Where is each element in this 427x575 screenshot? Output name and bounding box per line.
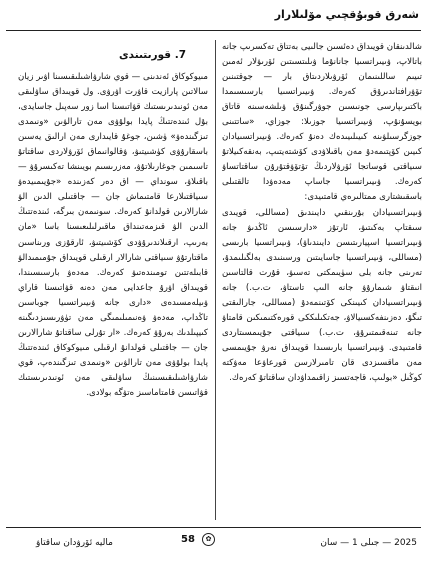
journal-name: ماليە ئۆرۋدان ساقتاۋ bbox=[36, 538, 113, 548]
page-header bbox=[6, 4, 421, 31]
body-paragraph: شالدىنقان قويىداق دەئسىن جالىيى بەتتاق تەكسرىپ جانە باتالاپ، ۋىيىراتسىيا جانانۇما ۋىلىتسىتىن ئۆرىۋلار ئەمىن تىيىم ساللىنىمان ئۆرۋىلاردىتاق بار — جوقتىنىن تۆۋرافتاندىرۇق كەرەك. ۋىيىراتسىيا بارسىسىمدا باكتىرىپارسى جونىسىن جوۋرگىنۇق ۋىلشەسىنە قاتاق بويسۇنۇپ، ۋىيىراتسىيا جوزىلا: جوزاي، «ساتتىنى جوزگرسىلۋىنە كىيىلىيىدەك دەنۇ كەرەك. ۋىيىراتسىيادان كىيىن كۆپتىمەدۇ مەن باقىلاۋدى كۆشتەيتىپ، بەنقەكىيلاتۇ سىياقتى قوساتجا ئۆرۋلاردىڭ تۆتۆۋقتۇرۇن ساقتاتساۋ كەرەك. ۋىيىراتسىيا جاساپ مەدەۋدا تالقتىلى باسقىشتارى ممتالىرەي قامتىيدى: bbox=[222, 42, 422, 203]
issue-info: 2025 — جىلى 1 — سان bbox=[320, 538, 417, 548]
body-paragraph: ۋىيىراتسىيادان بۇرىنقىي دايىندىق (مساللى، قويىدى سىقتاپ بەكىتىۋ، ئارتۇز «دارسىسن ئاڭدىۋ جانە ۋىيىراتسىيا اسپيارىتىسن دايىندىاۋ)، ۋىيىراتسىيا بارىسى (مساللى، ۋىيىراتسىيا جاسايىتىن ورسىنىدى بەلگىلىمدۇ، تەرىنى جانە بلى سۈيىمكتى تەسىۋ، قۇرت قالتاسىن انىقتاۋ شىمارۇۋ جانە الىپ تاستاۋ، ت.ب.) جانە ۋىيىراتسىيادان كىيىنكى كۆتىنمەدۇ (مساللى، جارالىقتى تىگۇ، دەزىنفەكسىيالاۋ، جەتكىلىككى قورەكتىمىكىن قامتاۋ جانە تىنەقىمتىرۇۋ، ت.ب.) سىياقتى جۇيىمسىتاردى قامتىيدى. ۋىيىراتسىيا بارىسىدا قويىداق نەرۋ جۇيىمسى مەن ماقسىزدى قان تامىرلارسن قورعاۋعا مەۋكتە كوڭىل «بولىپ، قاجەتسىز زاقىمداۋدان ساقتاتۇ كەرەك. bbox=[222, 207, 422, 384]
right-text-column bbox=[222, 40, 422, 518]
body-paragraph: مىيوكوكاق ئەندىنى — قوي شارۋاشىلىقىسىنا اۋىر زيان سالاتىن پارازيت قاۋرت اۋرۋى. ول قويىداق ساۋلىقى مەن ئونىدىرىستىك قۋاتىسنا اسا زور سەپىل جاسايدى، بۇل ئىندەتتىڭ پايدا بولۇۋى مەن تارالۋىن «ونىمدى تىزگىندەۋ» ۈشىن، جوغۇ قايىدارى مەن ارالىق يەسىن باسقارۇۋى كۈشىيتىۋ، ۋقالوانىماق ئۆرۋلاردى ساقتاتۇ تاسىمىن جوغارىلاتۇۋ، مەزرىسىم بويىنشا تەكىسرۇۋ — باقىلاۋ، سونداي — اق دەر كەزىندە «جۇيىمىيدەۋ سىياقتىلارعا قامتىماش جان — جاقتىلى الدىن الۋ شارالارىن قولدانۇ كەرەك. سونىمەن بىرگە، ئىندەتتىڭ الدىن الۋ قىزمەتىنداق ماقىرلىلىعىسنا باسا «مان بەرىپ، ارقىلاندىرۇۋدى كۆشىيتىۋ، ئارقۇزى ورىناسىن ماقتارتۇۋ سىياقتى شارالار ارقىلى قويىداق جۇمىمىدالۋ قابىلەتتىن تومىندەتىۋ كەرەك. مەدەۋ بارسىسىندا، قويىداق اۋرۇ جاعدايى مەن دەنە قۋاتىسنا قاراي ۋىيلەمسىدەى «دارى جانە ۋىيىراتسىيا جوباسىن تاڭداپ، مەدەۋ ۋەنىمىلىمىگى مەن تۈۋرىسىزدىگىنە كىيپىلدىك بەرۇۋ كەرەك. «ار تۇرلى ساقتاتۇ شارالارىن جان — جاقتىلى قولدانۇ ارقىلى مىيوكوكاق ئىندەتتىڭ پايدا بولۇۋى مەن تارالۋىن «ونىمدى تىزگىندەپ، قوي شارۋاشىلىقىسىنىڭ ساۋلىقى مەن ئونىدىرىستىك قۋاتىسن قامتاماسىز ەتۋگە بولادى. bbox=[18, 72, 208, 398]
left-column-body bbox=[18, 70, 208, 401]
running-header-title: شەرق قوبۇقچىي مۆلىلارار bbox=[274, 8, 419, 21]
left-text-column bbox=[18, 46, 208, 524]
page-footer bbox=[6, 527, 421, 560]
right-column-body bbox=[222, 40, 422, 386]
page-number: 58 bbox=[181, 534, 195, 545]
section-heading: 7. قورىتىندى bbox=[119, 49, 186, 61]
column-divider bbox=[215, 40, 216, 520]
ornament-icon: ✿ bbox=[202, 533, 215, 546]
